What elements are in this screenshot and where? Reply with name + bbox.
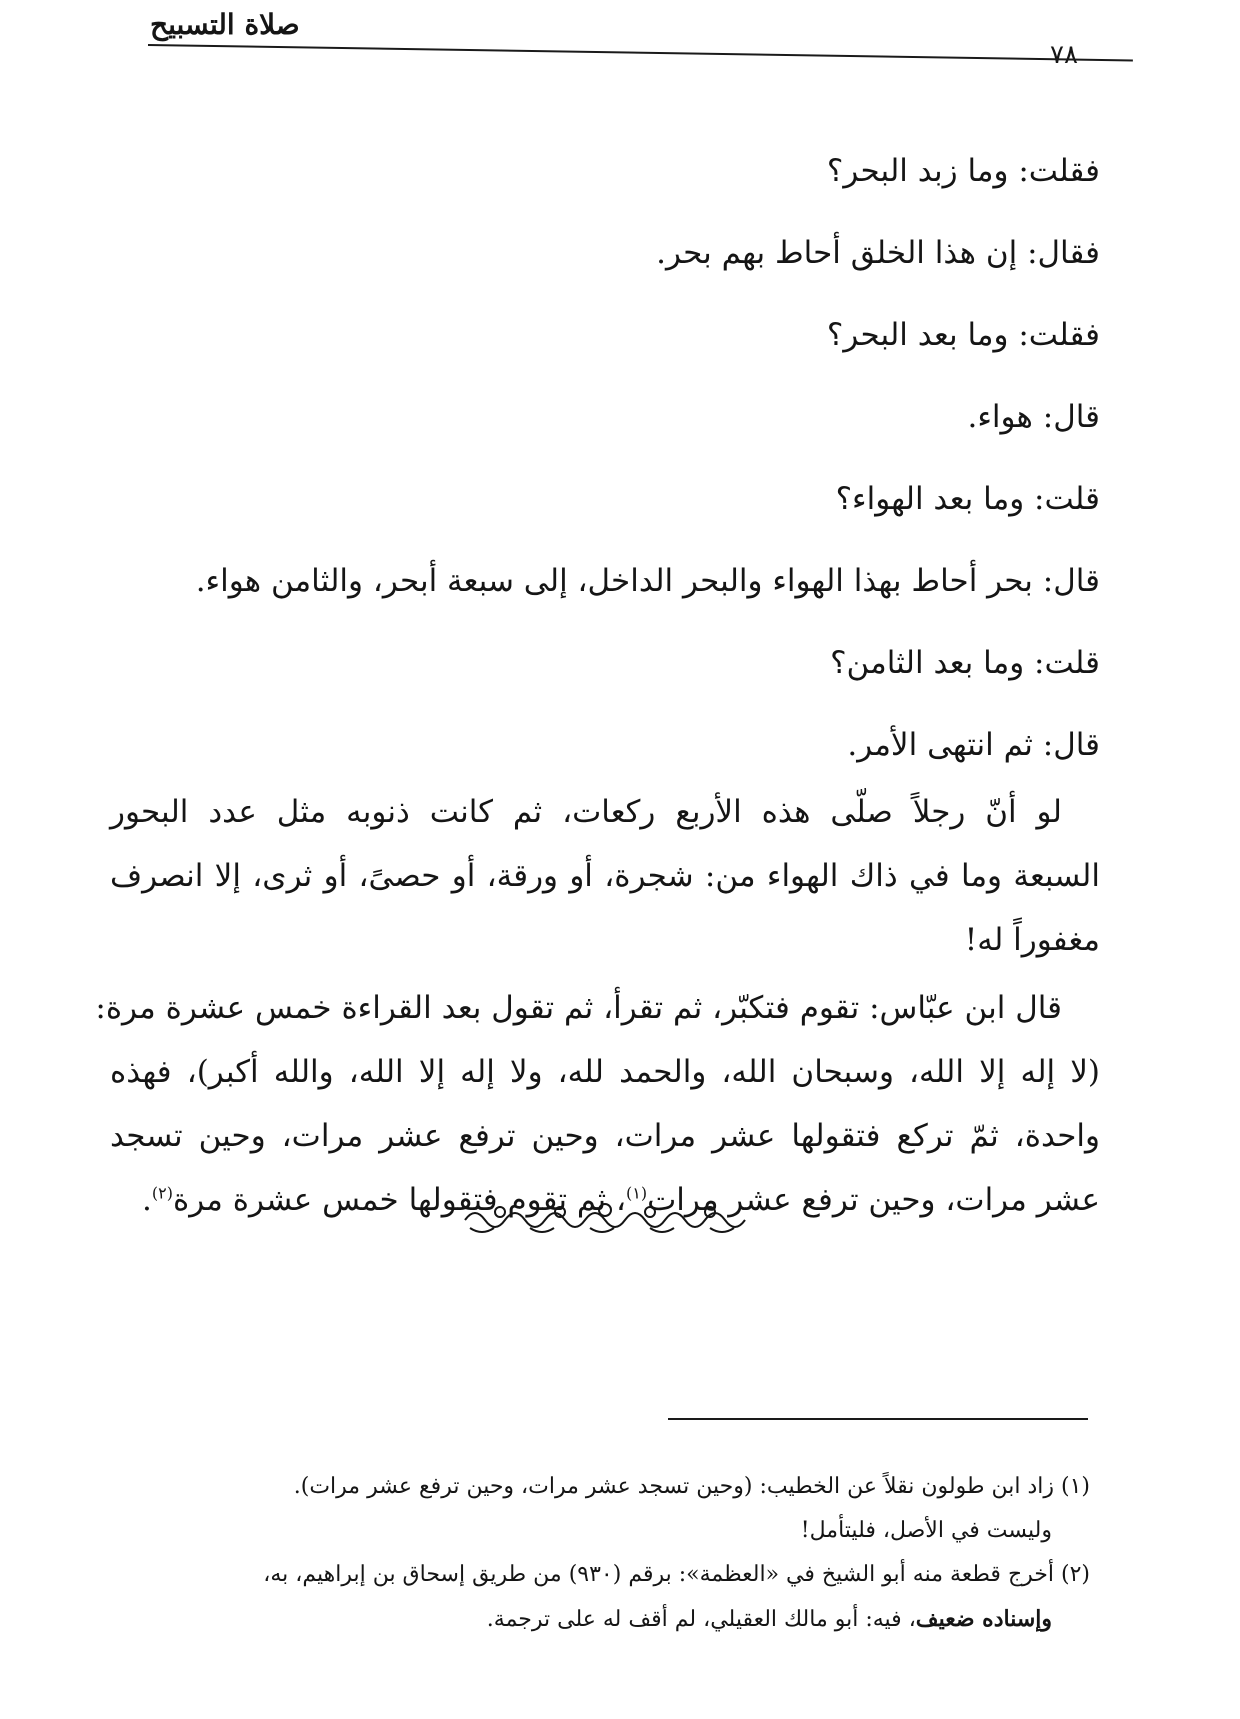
ornament-divider (455, 1200, 755, 1240)
paragraph-line: (لا إله إلا الله، وسبحان الله، والحمد لله، ولا إله إلا الله، والله أكبر)، فهذه (110, 1054, 1100, 1090)
footnote-ref-2: (٢) (151, 1183, 173, 1203)
paragraph-text: عشر مرات، وحين ترفع عشر مرات (647, 1182, 1100, 1218)
running-title: صلاة التسبيح (150, 8, 300, 41)
footnote-1-continued: وليست في الأصل، فليتأمل! (800, 1518, 1052, 1543)
main-text (95, 130, 1100, 1232)
paragraph-line: واحدة، ثمّ تركع فتقولها عشر مرات، وحين ترفع عشر مرات، وحين تسجد (110, 1118, 1100, 1154)
paragraph-line: قال ابن عبّاس: تقوم فتكبّر، ثم تقرأ، ثم تقول بعد القراءة خمس عشرة مرة: (95, 990, 1062, 1026)
footnotes (95, 1465, 1090, 1642)
paragraph-reward (110, 780, 1100, 972)
header-rule (148, 44, 1133, 61)
dialogue-line: قال: بحر أحاط بهذا الهواء والبحر الداخل، إلى سبعة أبحر، والثامن هواء. (195, 563, 1100, 599)
footnote-1: (١) زاد ابن طولون نقلاً عن الخطيب: (وحين تسجد عشر مرات، وحين ترفع عشر مرات). (293, 1474, 1090, 1499)
footnote-rule (668, 1418, 1088, 1420)
paragraph-text: . (142, 1182, 152, 1218)
dialogue-line: قال: هواء. (967, 399, 1100, 435)
dialogue-line: قلت: وما بعد الثامن؟ (830, 645, 1100, 681)
dialogue-line: فقال: إن هذا الخلق أحاط بهم بحر. (656, 235, 1100, 271)
footnote-2-continued (95, 1597, 1090, 1642)
footnote-grade: وإسناده ضعيف (915, 1606, 1052, 1632)
footnote-text: ، فيه: أبو مالك العقيلي، لم أقف له على ترجمة. (486, 1607, 916, 1632)
paragraph-line: السبعة وما في ذاك الهواء من: شجرة، أو ورقة، أو حصىً، أو ثرى، إلا انصرف (110, 858, 1100, 894)
dialogue-line: قلت: وما بعد الهواء؟ (835, 481, 1100, 517)
paragraph-ibn-abbas (95, 976, 1100, 1232)
paragraph-line: لو أنّ رجلاً صلّى هذه الأربع ركعات، ثم كانت ذنوبه مثل عدد البحور (110, 794, 1062, 830)
paragraph-line: مغفوراً له! (964, 922, 1100, 958)
dialogue-line: قال: ثم انتهى الأمر. (847, 727, 1100, 763)
footnote-ref-1: (١) (625, 1183, 648, 1203)
paragraph-text: ، ثم تقوم فتقولها خمس عشرة مرة (172, 1182, 626, 1218)
dialogue-line: فقلت: وما زبد البحر؟ (826, 153, 1100, 189)
dialogue-line: فقلت: وما بعد البحر؟ (826, 317, 1100, 353)
footnote-2: (٢) أخرج قطعة منه أبو الشيخ في «العظمة»: برقم (٩٣٠) من طريق إسحاق بن إبراهيم، به، (263, 1562, 1090, 1587)
page-number: ٧٨ (1050, 40, 1078, 70)
